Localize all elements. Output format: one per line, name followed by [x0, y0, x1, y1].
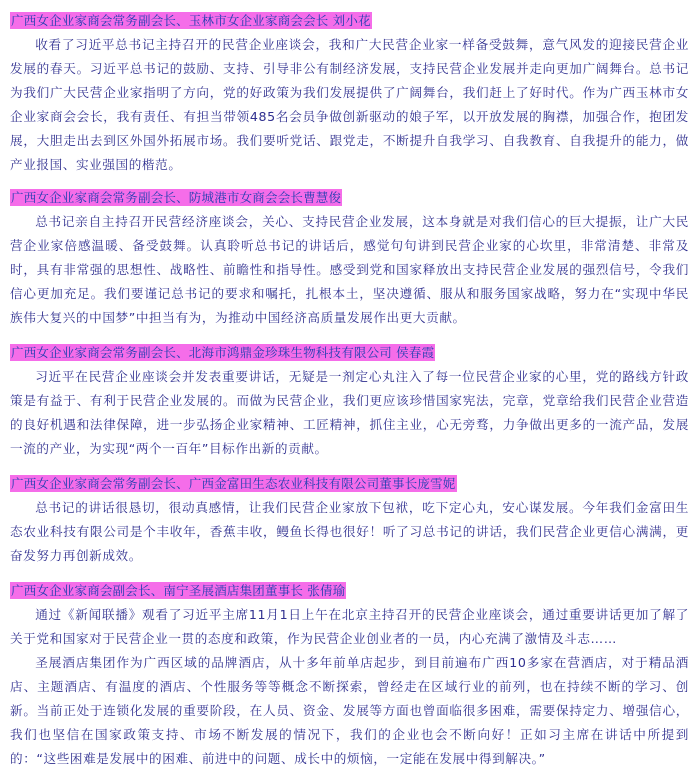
statement-paragraph: 圣展酒店集团作为广西区域的品牌酒店，从十多年前单店起步，到目前遍布广西10多家在营酒店，对于精品酒店、主题酒店、有温度的酒店、个性服务等等概念不断探索，曾经走在区域行业的前列，也在持续不断的学习、创新。当前正处于连锁化发展的重要阶段，在人员、资金、发展等方面也曾面临很多困难，需要保持定力、增强信心，我们也坚信在国家政策支持、市场不断发展的情况下，我们的企业也会不断向好！正如习主席在讲话中所提到的：“这些困难是发展中的困难、前进中的问题、成长中的烦恼，一定能在发展中得到解决。” [10, 655, 689, 766]
speaker-section-3 [10, 342, 689, 461]
speaker-heading: 广西女企业家商会常务副会长、防城港市女商会会长曹慧俊 [11, 190, 342, 205]
speaker-section-1 [10, 10, 689, 177]
speaker-section-5 [10, 580, 689, 771]
speaker-heading: 广西女企业家商会常务副会长、北海市鸿鼎金珍珠生物科技有限公司 侯春霞 [11, 345, 435, 360]
speaker-heading: 广西女企业家商会常务副会长、广西金富田生态农业科技有限公司董事长庞雪妮 [11, 476, 456, 491]
speaker-heading: 广西女企业家商会副会长、南宁圣展酒店集团董事长 张倩瑜 [11, 583, 346, 598]
statement-paragraph: 习近平在民营企业座谈会并发表重要讲话，无疑是一剂定心丸注入了每一位民营企业家的心里，党的路线方针政策是有益于、有利于民营企业发展的。而做为民营企业，我们更应该珍惜国家宪法，完章，党章给我们民营企业营造的良好机遇和法律保障，进一步弘扬企业家精神、工匠精神，抓住主业，心无旁骛，力争做出更多的一流产品，发展一流的产业，为实现“两个一百年”目标作出新的贡献。 [10, 369, 689, 456]
speaker-section-2 [10, 187, 689, 330]
statement-paragraph: 通过《新闻联播》观看了习近平主席11月1日上午在北京主持召开的民营企业座谈会，通过重要讲话更加了解了关于党和国家对于民营企业一贯的态度和政策，作为民营企业创业者的一员，内心充满了激情及斗志…… [10, 607, 689, 646]
statement-paragraph: 总书记的讲话很恳切，很动真感情，让我们民营企业家放下包袱，吃下定心丸，安心谋发展。今年我们金富田生态农业科技有限公司是个丰收年，香蕉丰收，鳗鱼长得也很好！听了习总书记的讲话，我们民营企业更信心满满，更奋发努力再创新成效。 [10, 500, 689, 563]
statement-paragraph: 总书记亲自主持召开民营经济座谈会，关心、支持民营企业发展，这本身就是对我们信心的巨大提振，让广大民营企业家倍感温暖、备受鼓舞。认真聆听总书记的讲话后，感觉句句讲到民营企业家的心坎里，非常清楚、非常及时，具有非常强的思想性、战略性、前瞻性和指导性。感受到党和国家释放出支持民营企业发展的强烈信号，令我们信心更加充足。我们要谨记总书记的要求和嘱托，扎根本土，坚决遵循、服从和服务国家战略，努力在“实现中华民族伟大复兴的中国梦”中担当有为，为推动中国经济高质量发展作出更大贡献。 [10, 214, 689, 325]
speaker-section-4 [10, 473, 689, 568]
statement-paragraph: 收看了习近平总书记主持召开的民营企业座谈会，我和广大民营企业家一样备受鼓舞，意气风发的迎接民营企业发展的春天。习近平总书记的鼓励、支持、引导非公有制经济发展，支持民营企业发展并走向更加广阔舞台。总书记为我们广大民营企业家指明了方向，党的好政策为我们发展提供了广阔舞台，我们赶上了好时代。作为广西玉林市女企业家商会会长，我有责任、有担当带领485名会员争做创新驱动的娘子军，以开放发展的胸襟，加强合作，抱团发展，大胆走出去到区外国外拓展市场。我们要听党话、跟党走，不断提升自我学习、自我教育、自我提升的能力，做产业报国、实业强国的楷范。 [10, 37, 689, 172]
speaker-heading: 广西女企业家商会常务副会长、玉林市女企业家商会会长 刘小花 [11, 13, 371, 28]
